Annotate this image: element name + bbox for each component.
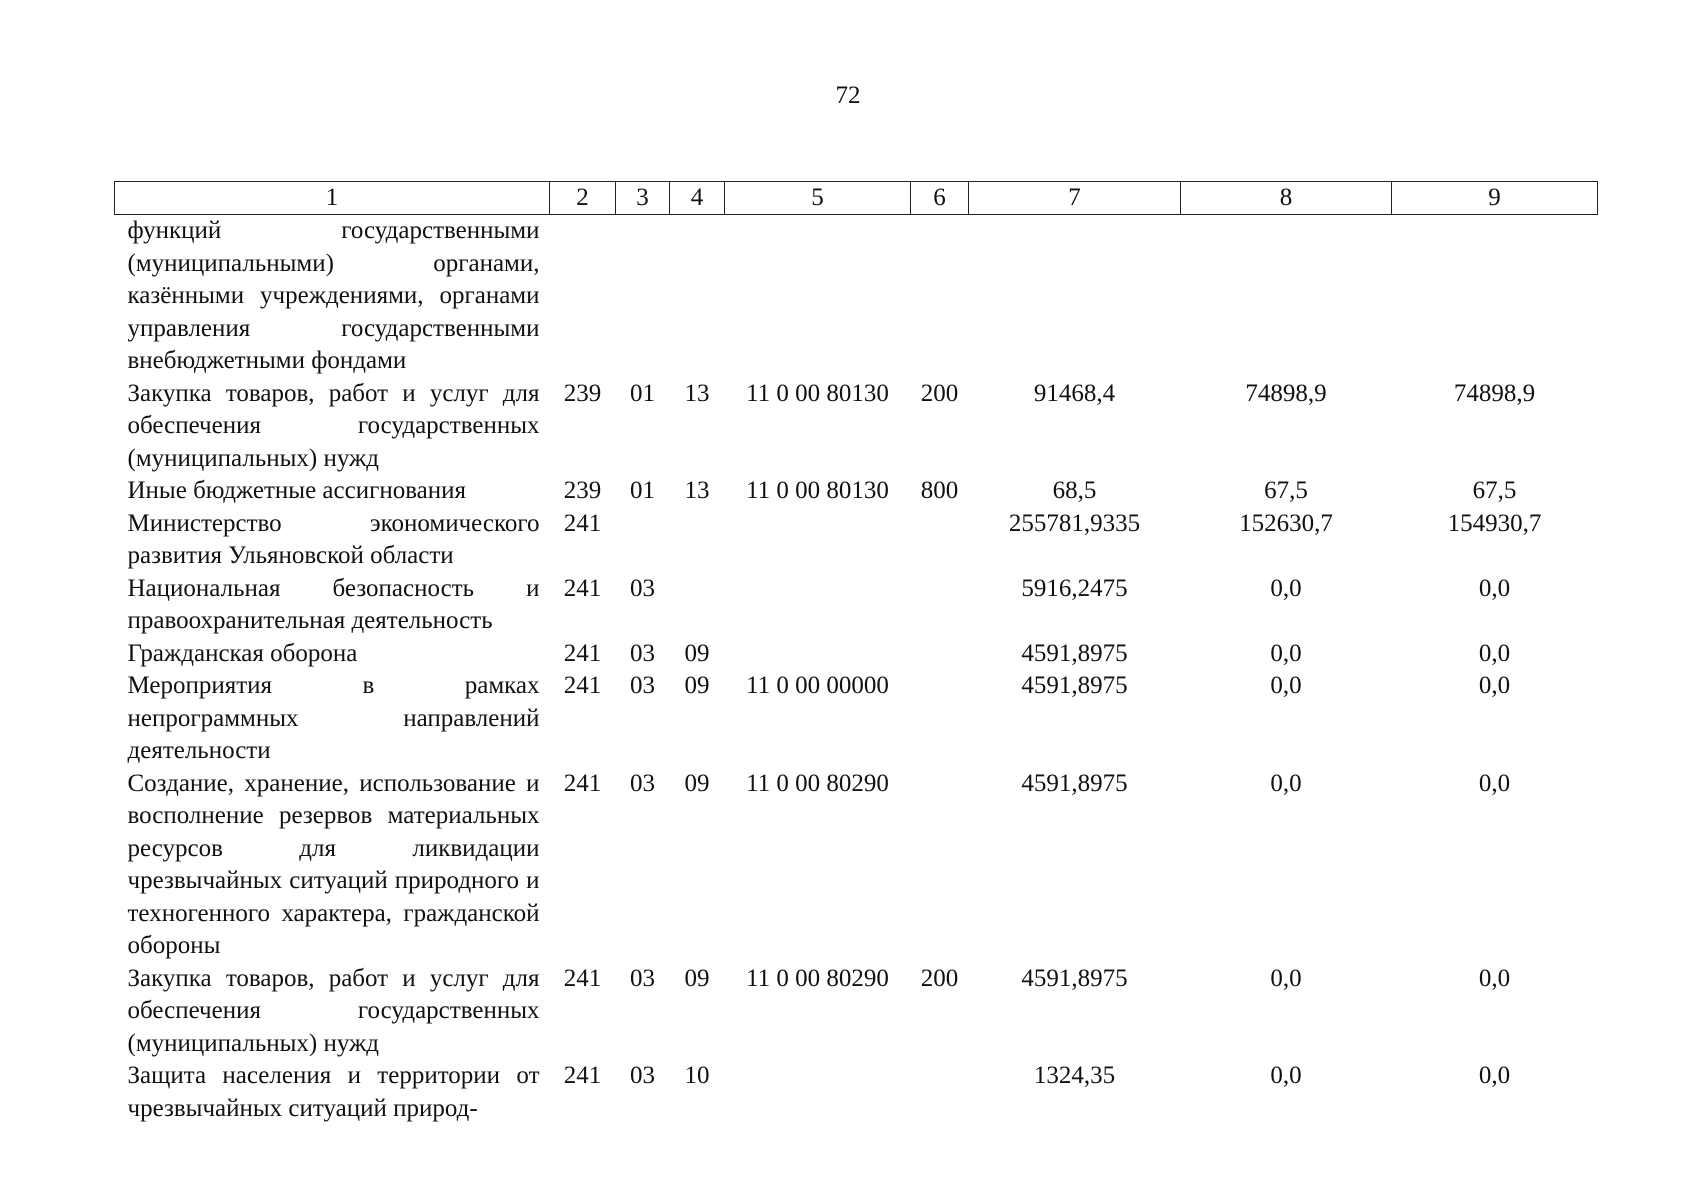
- amount-col-7: 1324,35: [1033, 1062, 1116, 1089]
- amount-col-7: [969, 215, 1181, 378]
- page-number: 72: [835, 82, 861, 109]
- section-code: 01: [630, 477, 655, 504]
- admin-code: 241: [563, 672, 602, 699]
- item-name: Закупка товаров, работ и услуг для обеспечения государственных (муниципальных) нужд: [127, 964, 540, 1057]
- subsection-code: 13: [684, 379, 710, 407]
- header-col-8: 8: [1181, 182, 1392, 215]
- amount-col-9: 0,0: [1478, 574, 1511, 602]
- amount-col-9: [1392, 215, 1598, 378]
- subsection-code: 13: [684, 477, 710, 504]
- amount-col-8: 67,5: [1264, 477, 1308, 504]
- admin-code: 241: [563, 769, 602, 797]
- amount-col-7: 255781,9335: [1008, 509, 1141, 537]
- section-code: 03: [630, 964, 655, 992]
- section-code: 03: [630, 574, 655, 602]
- subsection-code: [670, 508, 725, 573]
- admin-code: 241: [563, 964, 602, 992]
- admin-code: 241: [563, 639, 602, 667]
- admin-code: 239: [563, 379, 602, 407]
- subsection-code: [670, 215, 725, 378]
- amount-col-8: 74898,9: [1245, 379, 1327, 407]
- admin-code: 241: [563, 1062, 602, 1089]
- target-article-code: 11 0 00 80290: [746, 964, 889, 992]
- admin-code: [550, 215, 616, 378]
- amount-col-8: 0,0: [1270, 639, 1302, 667]
- target-article-code: [725, 573, 911, 638]
- expense-type-code: [911, 573, 969, 638]
- section-code: 01: [630, 379, 655, 407]
- item-name: Создание, хранение, использование и восполнение резервов материальных ресурсов для ликвидации чрезвычайных ситуаций природного и техногенного характера, гражданской обороны: [127, 769, 540, 959]
- table-row: [115, 670, 1598, 768]
- header-row: [115, 182, 1598, 215]
- target-article-code: [725, 508, 911, 573]
- table-row: [115, 963, 1598, 1061]
- table-row: [115, 378, 1598, 476]
- subsection-code: 09: [684, 769, 710, 797]
- table-row: [115, 215, 1598, 378]
- target-article-code: 11 0 00 00000: [746, 672, 889, 699]
- target-article-code: 11 0 00 80290: [746, 769, 889, 797]
- header-col-7: 7: [969, 182, 1181, 215]
- table-row: [115, 1060, 1598, 1125]
- amount-col-9: 0,0: [1478, 964, 1511, 992]
- amount-col-9: 0,0: [1478, 769, 1511, 797]
- amount-col-8: 0,0: [1270, 672, 1302, 699]
- table-row: [115, 768, 1598, 963]
- target-article-code: 11 0 00 80130: [746, 379, 889, 407]
- amount-col-7: 5916,2475: [1021, 574, 1128, 602]
- expense-type-code: [911, 768, 969, 963]
- expense-type-code: [911, 638, 969, 671]
- subsection-code: 09: [684, 964, 710, 992]
- header-col-5: 5: [725, 182, 911, 215]
- table-row: [115, 573, 1598, 638]
- target-article-code: [725, 1060, 911, 1125]
- item-name: Защита населения и территории от чрезвычайных ситуаций природ-: [127, 1062, 540, 1122]
- table-body: [115, 215, 1598, 1126]
- header-col-2: 2: [550, 182, 616, 215]
- amount-col-9: 74898,9: [1453, 379, 1536, 407]
- table-row: [115, 638, 1598, 671]
- amount-col-7: 4591,8975: [1021, 672, 1128, 699]
- subsection-code: 09: [684, 639, 710, 667]
- section-code: 03: [630, 672, 655, 699]
- amount-col-7: 91468,4: [1033, 379, 1116, 407]
- budget-table: [114, 181, 1598, 1125]
- expense-type-code: [911, 215, 969, 378]
- amount-col-9: 0,0: [1478, 1062, 1511, 1089]
- amount-col-8: 0,0: [1270, 574, 1302, 602]
- section-code: 03: [630, 769, 655, 797]
- header-col-3: 3: [616, 182, 670, 215]
- amount-col-8: 0,0: [1270, 1062, 1302, 1089]
- expense-type-code: [911, 670, 969, 768]
- header-col-1: 1: [115, 182, 550, 215]
- expense-type-code: 200: [920, 379, 959, 407]
- target-article-code: [725, 638, 911, 671]
- amount-col-7: 4591,8975: [1021, 769, 1128, 797]
- subsection-code: 09: [684, 672, 710, 699]
- expense-type-code: [911, 508, 969, 573]
- admin-code: 241: [563, 574, 602, 602]
- target-article-code: 11 0 00 80130: [746, 477, 889, 504]
- header-col-4: 4: [670, 182, 725, 215]
- amount-col-8: [1181, 215, 1392, 378]
- expense-type-code: 800: [920, 477, 959, 504]
- amount-col-9: 0,0: [1478, 672, 1511, 699]
- table-row: [115, 508, 1598, 573]
- item-name: функций государственными (муниципальными) органами, казёнными учреждениями, органами управления государственными внебюджетными фондами: [127, 217, 540, 374]
- item-name: Иные бюджетные ассигнования: [127, 477, 467, 504]
- header-col-6: 6: [911, 182, 969, 215]
- header-col-9: 9: [1392, 182, 1598, 215]
- amount-col-8: 152630,7: [1239, 509, 1333, 537]
- item-name: Мероприятия в рамках непрограммных направлений деятельности: [127, 672, 540, 764]
- subsection-code: 10: [684, 1062, 710, 1089]
- subsection-code: [670, 573, 725, 638]
- section-code: [616, 508, 670, 573]
- amount-col-9: 0,0: [1478, 639, 1511, 667]
- amount-col-9: 154930,7: [1447, 509, 1542, 537]
- section-code: [616, 215, 670, 378]
- amount-col-8: 0,0: [1270, 769, 1302, 797]
- item-name: Национальная безопасность и правоохранительная деятельность: [127, 574, 540, 634]
- table-row: [115, 475, 1598, 508]
- expense-type-code: 200: [920, 964, 959, 992]
- amount-col-7: 4591,8975: [1021, 964, 1128, 992]
- amount-col-8: 0,0: [1270, 964, 1302, 992]
- amount-col-7: 68,5: [1052, 477, 1097, 504]
- admin-code: 241: [563, 509, 602, 537]
- section-code: 03: [630, 639, 655, 667]
- section-code: 03: [630, 1062, 655, 1089]
- amount-col-7: 4591,8975: [1021, 639, 1128, 667]
- item-name: Министерство экономического развития Ульяновской области: [127, 509, 540, 569]
- admin-code: 239: [563, 477, 602, 504]
- amount-col-9: 67,5: [1472, 477, 1517, 504]
- item-name: Закупка товаров, работ и услуг для обеспечения государственных (муниципальных) нужд: [127, 379, 540, 472]
- target-article-code: [725, 215, 911, 378]
- expense-type-code: [911, 1060, 969, 1125]
- item-name: Гражданская оборона: [127, 639, 358, 667]
